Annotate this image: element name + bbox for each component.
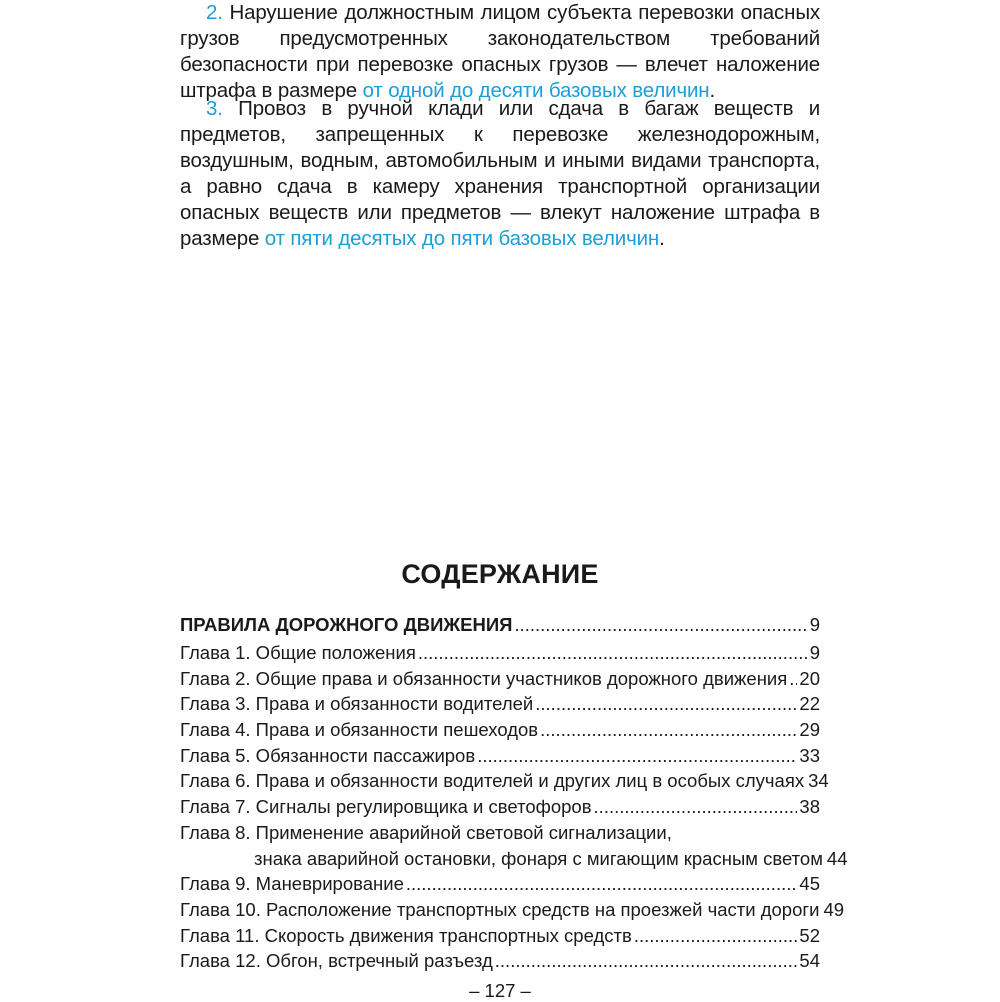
toc-page-number: 44	[826, 847, 848, 869]
paragraph-number: 3.	[206, 97, 223, 120]
toc-entry[interactable]	[180, 666, 820, 692]
toc-entry[interactable]	[180, 691, 820, 717]
dot-leader	[634, 923, 798, 949]
toc-page-number: 38	[799, 796, 820, 818]
toc-entry-title: Глава 11. Скорость движения транспортных средств	[180, 924, 632, 946]
toc-page-number: 49	[823, 898, 845, 920]
dot-leader	[789, 666, 797, 692]
paragraph-text: Провоз в ручной клади или сдача в багаж веществ и предметов, запрещенных к перевозке железнодорожным, воздушным, водным, автомобильным и иными видами транспорта, а равно сдача в камеру хранения транспортной организации опасных веществ или предметов — влекут наложение штрафа в размере	[180, 97, 820, 250]
penalty-text: от одной до десяти базовых величин	[362, 79, 710, 102]
page-number: – 127 –	[469, 980, 531, 1001]
toc-entry-title-cont: знака аварийной остановки, фонаря с мигающим красным светом	[254, 847, 823, 869]
toc-entry-title: Глава 10. Расположение транспортных средств на проезжей части дороги	[180, 898, 820, 920]
dot-leader	[418, 640, 808, 666]
dot-leader	[535, 691, 797, 717]
toc-entry[interactable]	[180, 948, 820, 974]
paragraph-end: .	[709, 79, 716, 102]
toc-entry[interactable]	[180, 717, 820, 743]
contents-title: СОДЕРЖАНИЕ	[401, 559, 599, 589]
table-of-contents	[180, 610, 848, 974]
toc-entry[interactable]	[180, 923, 820, 949]
toc-page-number: 54	[799, 950, 820, 972]
toc-entry-title: Глава 8. Применение аварийной световой сигнализации,	[180, 821, 672, 843]
toc-page-number: 9	[809, 614, 820, 635]
toc-entry[interactable]	[180, 897, 845, 923]
toc-page-number: 9	[809, 642, 820, 663]
article-paragraph-2	[180, 0, 820, 104]
dot-leader	[477, 743, 797, 769]
dot-leader	[540, 717, 797, 743]
toc-entry[interactable]	[180, 743, 820, 769]
toc-entry-title: Глава 1. Общие положения	[180, 642, 416, 663]
dot-leader	[406, 871, 798, 897]
dot-leader	[594, 794, 798, 820]
toc-page-number: 34	[808, 770, 829, 792]
toc-entry-title: Глава 9. Маневрирование	[180, 873, 404, 895]
toc-part-title: ПРАВИЛА ДОРОЖНОГО ДВИЖЕНИЯ	[180, 614, 513, 635]
toc-entry-title: Глава 5. Обязанности пассажиров	[180, 744, 476, 766]
toc-page-number: 29	[799, 719, 820, 741]
toc-entry-title: Глава 7. Сигналы регулировщика и светофоров	[180, 796, 592, 818]
paragraph-number: 2.	[206, 1, 223, 24]
toc-page-number: 22	[799, 693, 820, 715]
toc-entry-title: Глава 3. Права и обязанности водителей	[180, 693, 534, 715]
toc-part-entry[interactable]	[180, 610, 820, 640]
toc-page-number: 52	[799, 924, 820, 946]
paragraph-end: .	[659, 227, 665, 250]
toc-entry-title: Глава 6. Права и обязанности водителей и других лиц в особых случаях	[180, 770, 805, 792]
toc-entry-title: Глава 12. Обгон, встречный разъезд	[180, 950, 493, 972]
toc-entry[interactable]	[180, 640, 820, 666]
penalty-text: от пяти десятых до пяти базовых величин	[264, 227, 660, 250]
toc-entry[interactable]	[180, 871, 820, 897]
toc-page-number: 33	[799, 744, 820, 766]
toc-entry-continuation	[180, 846, 848, 872]
dot-leader	[495, 948, 798, 974]
toc-page-number: 45	[799, 873, 820, 895]
article-paragraph-3	[180, 96, 820, 252]
dot-leader	[514, 610, 807, 640]
toc-entry[interactable]	[180, 794, 820, 820]
paragraph-text: Нарушение должностным лицом субъекта перевозки опасных грузов предусмотренных законодательством требований безопасности при перевозке опасных грузов — влечет наложение штрафа в размере	[180, 1, 820, 102]
toc-entry[interactable]	[180, 768, 829, 794]
toc-entry[interactable]	[180, 820, 848, 871]
toc-page-number: 20	[799, 667, 820, 689]
toc-entry-title: Глава 2. Общие права и обязанности участников дорожного движения	[180, 667, 788, 689]
toc-entry-title: Глава 4. Права и обязанности пешеходов	[180, 719, 539, 741]
